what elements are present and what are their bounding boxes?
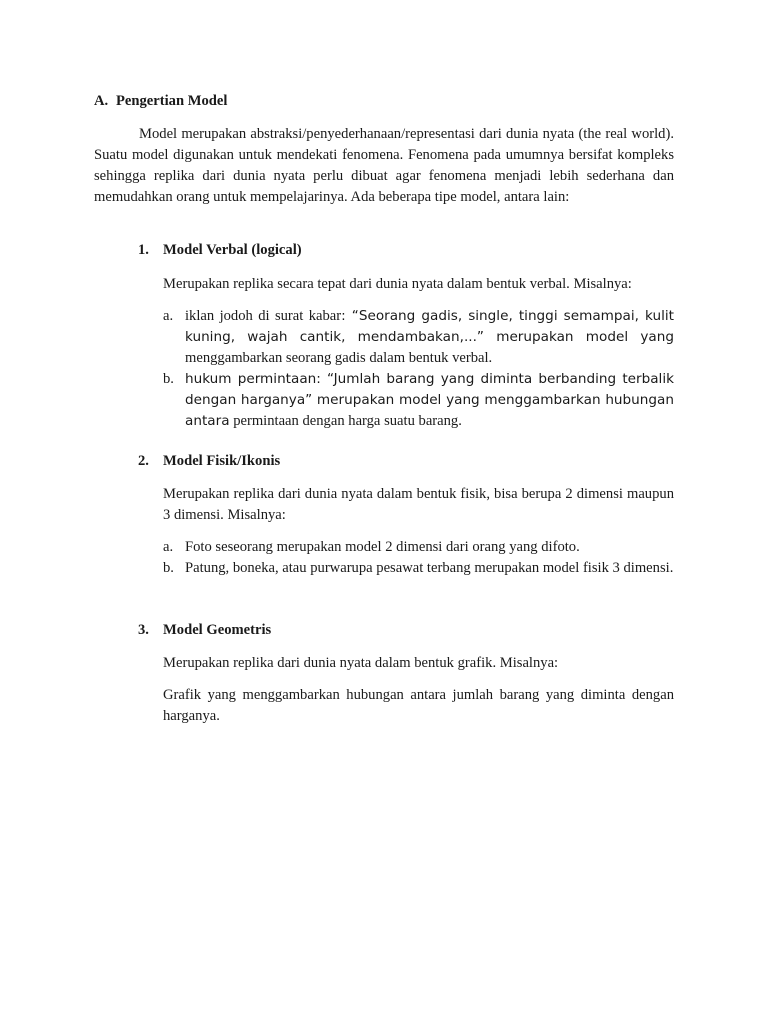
section-3-paragraph: Merupakan replika dari dunia nyata dalam bentuk grafik. Misalnya: [163,655,559,671]
item-tail: permintaan dengan harga suatu barang. [233,413,462,429]
list-item [163,558,674,579]
section-number: 2. [138,453,149,469]
list-item [163,369,674,432]
section-2-heading [138,451,280,472]
section-title: Model Verbal (logical) [163,242,302,258]
list-item [163,537,674,558]
item-marker: b. [163,371,174,387]
section-1-paragraph: Merupakan replika secara tepat dari dunia nyata dalam bentuk verbal. Misalnya: [163,276,632,292]
item-marker: a. [163,539,174,555]
item-text: Patung, boneka, atau purwarupa pesawat terbang merupakan model fisik 3 dimensi. [185,560,674,576]
item-lead: iklan jodoh di surat kabar [185,308,342,324]
list-item [163,306,674,369]
section-number: 1. [138,242,149,258]
heading-marker: A. [94,93,109,109]
section-title: Model Geometris [163,622,272,638]
section-1-heading [138,240,302,261]
section-number: 3. [138,622,149,638]
item-lead: hukum permintaan: “Jumlah barang yang diminta berbanding terbalik dengan harganya” merupakan model yang menggambarkan hubungan antara [185,371,674,429]
section-3-paragraph-2: Grafik yang menggambarkan hubungan antara jumlah barang yang diminta dengan harganya. [163,687,674,724]
heading-title: Pengertian Model [116,93,228,109]
item-marker: b. [163,560,174,576]
intro-paragraph: Model merupakan abstraksi/penyederhanaan/representasi dari dunia nyata (the real world). Suatu model digunakan untuk mendekati fenomena. Fenomena pada umumnya bersifat kompleks sehingga replika dari dunia nyata perlu dibuat agar fenomena menjadi lebih sederhana dan memudahkan orang untuk mempelajarinya. Ada beberapa tipe model, antara lain: [94,126,674,205]
section-3-heading [138,620,271,641]
item-quote: : “Seorang gadis, single, tinggi semampai, kulit kuning, wajah cantik, mendambakan,...” merupakan model yang [185,308,674,345]
item-text: Foto seseorang merupakan model 2 dimensi dari orang yang difoto. [185,539,580,555]
section-2-paragraph: Merupakan replika dari dunia nyata dalam bentuk fisik, bisa berupa 2 dimensi maupun 3 dimensi. Misalnya: [163,486,674,523]
heading-a [94,91,227,112]
item-tail: menggambarkan seorang gadis dalam bentuk verbal. [185,350,493,366]
section-title: Model Fisik/Ikonis [163,453,281,469]
section-1-list [163,306,674,432]
item-marker: a. [163,308,174,324]
section-2-list [163,537,674,579]
